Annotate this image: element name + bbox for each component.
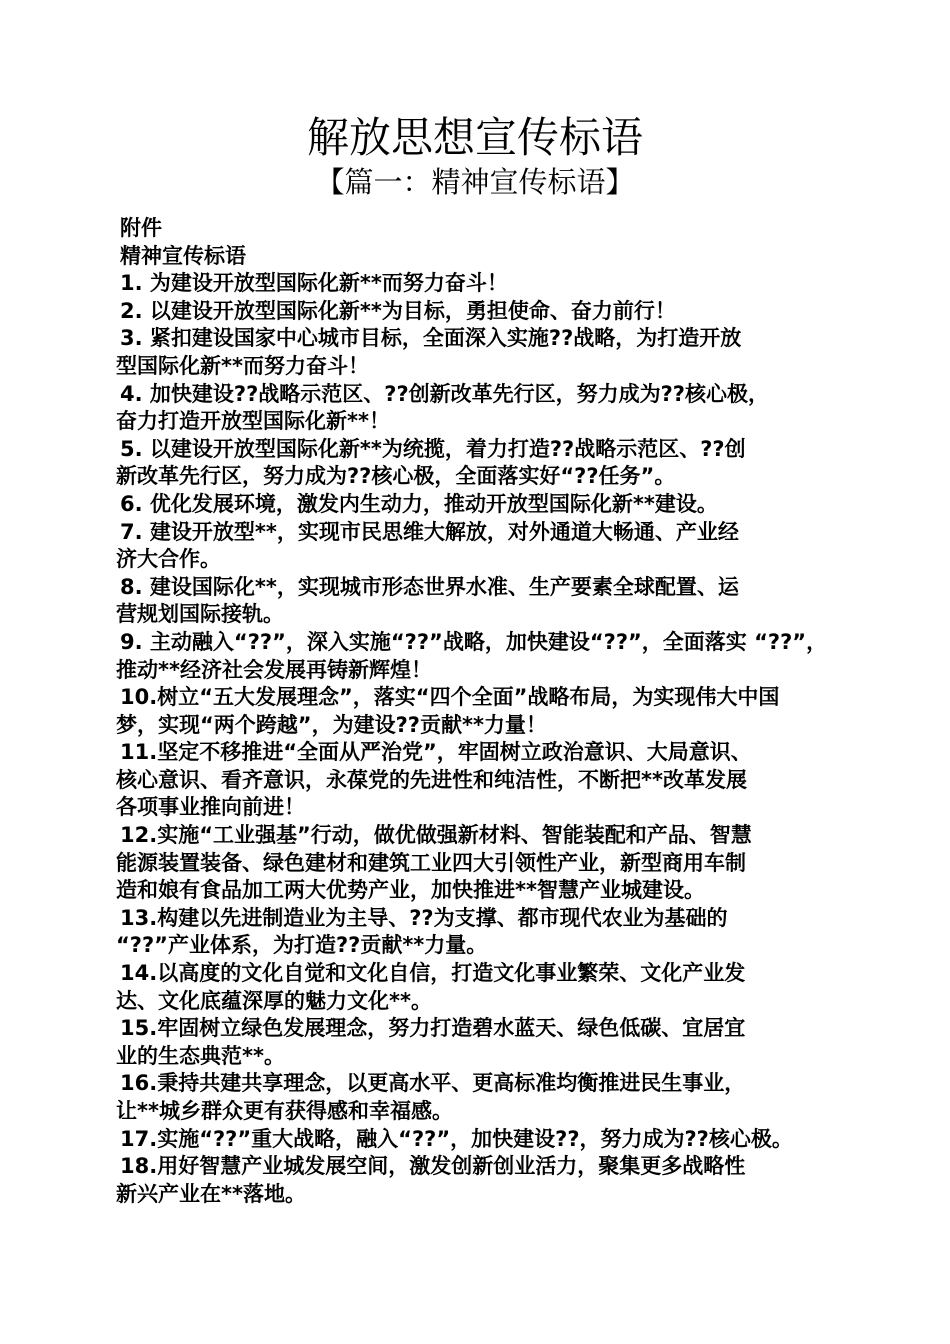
slogan-line: 13.构建以先进制造业为主导、??为支撑、都市现代农业为基础的 <box>120 905 728 930</box>
slogan-line: 新兴产业在**落地。 <box>116 1181 306 1206</box>
slogan-line: 11.坚定不移推进“全面从严治党”，牢固树立政治意识、大局意识、 <box>120 740 752 765</box>
slogan-line: 业的生态典范**。 <box>116 1043 285 1068</box>
slogan-line: 让**城乡群众更有获得感和幸福感。 <box>116 1099 453 1123</box>
slogan-line: 造和娘有食品加工两大优势产业，加快推进**智慧产业城建设。 <box>116 878 705 903</box>
slogan-line: 核心意识、看齐意识，永葆党的先进性和纯洁性，不断把**改革发展 <box>116 767 747 792</box>
attachment-heading: 附件 <box>120 216 162 240</box>
slogan-line: 奋力打造开放型国际化新**！ <box>116 409 390 434</box>
slogan-line: 3. 紧扣建设国家中心城市目标，全面深入实施??战略，为打造开放 <box>120 326 742 351</box>
slogan-line: 16.秉持共建共享理念，以更高水平、更高标准均衡推进民生事业， <box>120 1071 746 1096</box>
document-body <box>116 215 840 1208</box>
slogan-line: 营规划国际接轨。 <box>116 602 284 627</box>
slogan-line: “??”产业体系，为打造??贡献**力量。 <box>116 933 488 958</box>
section-heading: 精神宣传标语 <box>120 243 246 268</box>
slogan-line: 12.实施“工业强基”行动，做优做强新材料、智能装配和产品、智慧 <box>120 823 752 848</box>
slogan-line: 达、文化底蕴深厚的魅力文化**。 <box>116 988 432 1013</box>
slogan-line: 1. 为建设开放型国际化新**而努力奋斗！ <box>120 271 508 296</box>
slogan-line: 济大合作。 <box>116 547 221 572</box>
slogan-line: 型国际化新**而努力奋斗！ <box>116 353 369 378</box>
slogan-line: 7. 建设开放型**，实现市民思维大解放，对外通道大畅通、产业经 <box>120 519 739 544</box>
slogan-line: 4. 加快建设??战略示范区、??创新改革先行区，努力成为??核心极， <box>120 381 769 406</box>
slogan-line: 15.牢固树立绿色发展理念，努力打造碧水蓝天、绿色低碳、宜居宜 <box>120 1016 746 1041</box>
slogan-line: 各项事业推向前进！ <box>116 795 305 820</box>
slogan-line: 推动**经济社会发展再铸新辉煌！ <box>116 657 432 682</box>
slogan-line: 14.以高度的文化自觉和文化自信，打造文化事业繁荣、文化产业发 <box>120 961 746 986</box>
slogan-line: 8. 建设国际化**，实现城市形态世界水准、生产要素全球配置、运 <box>120 574 739 599</box>
slogan-line: 能源装置装备、绿色建材和建筑工业四大引领性产业，新型商用车制 <box>116 850 746 875</box>
slogan-line: 6. 优化发展环境，激发内生动力，推动开放型国际化新**建设。 <box>120 491 718 516</box>
slogan-line: 2. 以建设开放型国际化新**为目标，勇担使命、奋力前行！ <box>120 298 676 323</box>
slogan-line: 梦，实现“两个跨越”，为建设??贡献**力量！ <box>116 712 547 737</box>
page-title: 解放思想宣传标语 <box>306 113 643 162</box>
slogan-line: 17.实施“??”重大战略，融入“??”，加快建设??，努力成为??核心极。 <box>120 1126 793 1151</box>
slogan-line: 新改革先行区，努力成为??核心极，全面落实好“??任务”。 <box>116 464 676 489</box>
page-subtitle: 【篇一：精神宣传标语】 <box>315 165 635 199</box>
slogan-line: 10.树立“五大发展理念”，落实“四个全面”战略布局，为实现伟大中国 <box>120 685 780 710</box>
slogan-line: 5. 以建设开放型国际化新**为统揽，着力打造??战略示范区、??创 <box>120 436 746 461</box>
slogan-line: 9. 主动融入“??”，深入实施“??”战略，加快建设“??”，全面落实 “??”， <box>120 629 828 654</box>
slogan-line: 18.用好智慧产业城发展空间，激发创新创业活力，聚集更多战略性 <box>120 1154 746 1179</box>
